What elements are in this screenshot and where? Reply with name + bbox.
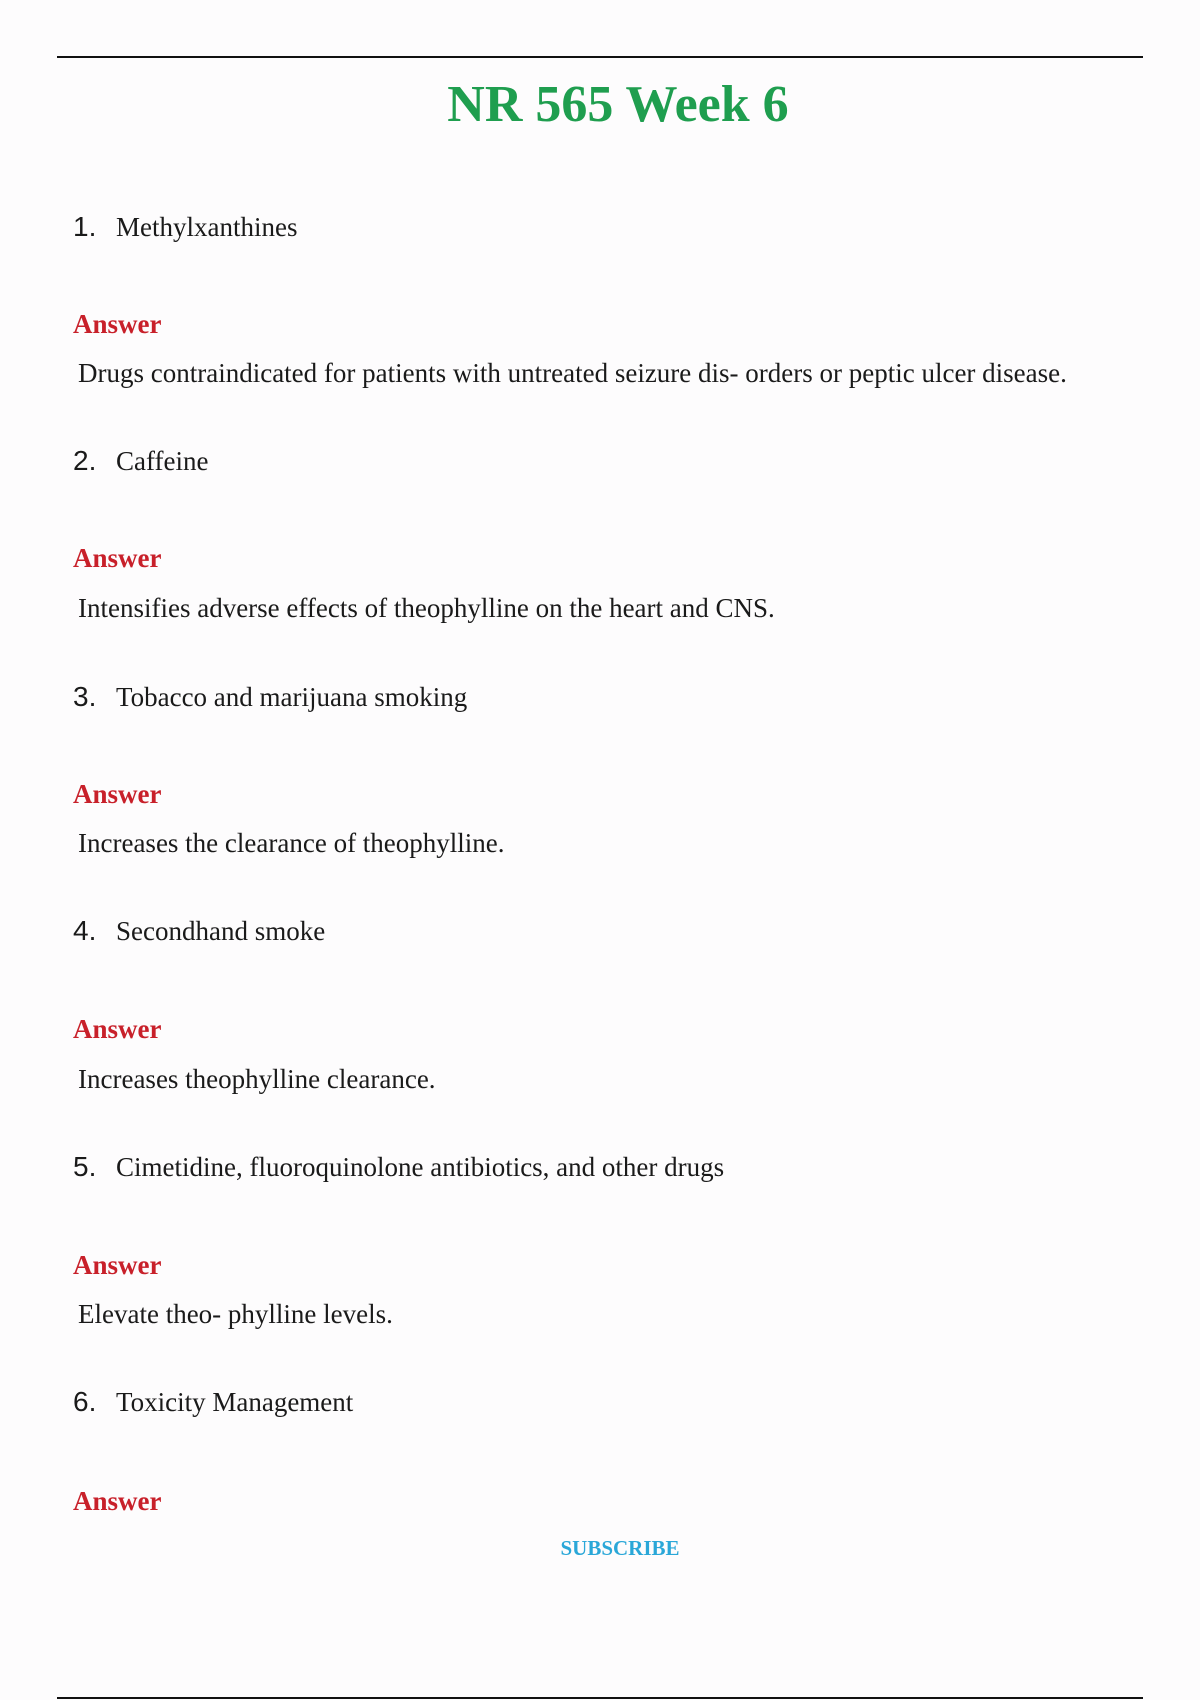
- answer-text: Elevate theo- phylline levels.: [78, 1299, 393, 1329]
- question-text: Secondhand smoke: [116, 916, 326, 946]
- question-number: 3.: [73, 681, 97, 712]
- subscribe-link[interactable]: SUBSCRIBE: [560, 1536, 680, 1560]
- answer-text: Increases the clearance of theophylline.: [78, 828, 505, 858]
- question-item: [73, 1384, 353, 1420]
- top-rule: [57, 56, 1143, 58]
- answer-label: Answer: [73, 309, 162, 339]
- question-number: 2.: [73, 445, 97, 476]
- answer-label: Answer: [73, 1250, 162, 1280]
- question-text: Caffeine: [116, 446, 209, 476]
- page-title: NR 565 Week 6: [447, 76, 789, 133]
- question-item: [73, 443, 208, 479]
- question-number: 5.: [73, 1151, 97, 1182]
- answer-label: Answer: [73, 779, 162, 809]
- question-number: 6.: [73, 1386, 97, 1417]
- question-item: [73, 209, 297, 245]
- answer-text: Intensifies adverse effects of theophylline on the heart and CNS.: [78, 593, 775, 623]
- answer-label: Answer: [73, 1014, 162, 1044]
- answer-text: Drugs contraindicated for patients with untreated seizure dis- orders or peptic ulcer disease.: [78, 358, 1067, 388]
- question-number: 1.: [73, 211, 97, 242]
- answer-label: Answer: [73, 1486, 162, 1516]
- question-text: Tobacco and marijuana smoking: [116, 682, 468, 712]
- answer-text: Increases theophylline clearance.: [78, 1064, 436, 1094]
- bottom-rule: [57, 1697, 1143, 1699]
- question-number: 4.: [73, 915, 97, 946]
- question-item: [73, 679, 467, 715]
- question-text: Toxicity Management: [116, 1387, 354, 1417]
- question-text: Cimetidine, fluoroquinolone antibiotics, and other drugs: [116, 1152, 725, 1182]
- question-text: Methylxanthines: [116, 212, 298, 242]
- question-item: [73, 1149, 724, 1185]
- answer-label: Answer: [73, 543, 162, 573]
- question-item: [73, 913, 325, 949]
